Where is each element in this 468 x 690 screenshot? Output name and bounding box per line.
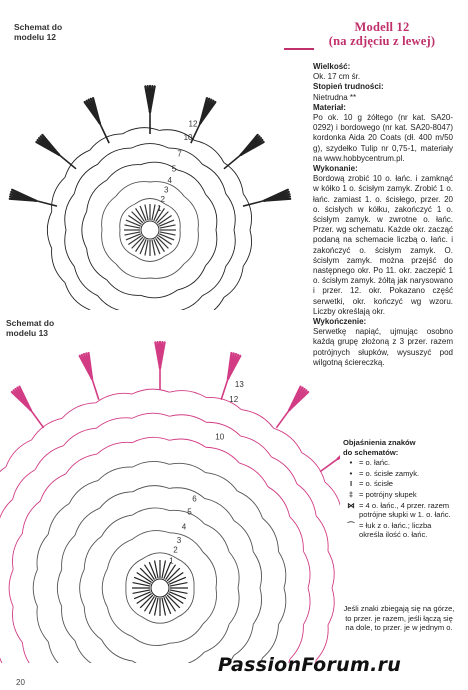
difficulty-text: Nietrudna ** bbox=[313, 92, 357, 102]
chain-arc bbox=[132, 661, 169, 663]
legend-item: ⌒ = łuk z o. łańc.; liczba określa ilość o. łańc. bbox=[343, 521, 455, 540]
round-number: 3 bbox=[176, 535, 182, 545]
round-number: 5 bbox=[171, 164, 177, 174]
chain-arc bbox=[206, 230, 217, 266]
finishing-heading: Wykończenie: bbox=[313, 317, 367, 327]
chain-arc bbox=[66, 454, 97, 474]
chain-arc bbox=[132, 413, 169, 418]
schema-12-label: Schemat do modelu 12 bbox=[14, 22, 63, 42]
chain-arc bbox=[302, 453, 325, 482]
fan-stem bbox=[276, 410, 289, 428]
chain-arc bbox=[32, 418, 62, 440]
difficulty-heading: Stopień trudności: bbox=[313, 82, 384, 92]
chain-arc bbox=[65, 150, 90, 177]
round-number: 12 bbox=[229, 394, 239, 404]
schema-12-diagram bbox=[0, 40, 300, 310]
chain-arc bbox=[203, 588, 217, 624]
chain-arc bbox=[226, 194, 236, 230]
chain-arc bbox=[62, 403, 96, 418]
chain-arc bbox=[57, 570, 61, 607]
chain-arc bbox=[62, 535, 75, 569]
chain-arc bbox=[205, 473, 237, 491]
chain-arc bbox=[169, 148, 203, 164]
chain-arc bbox=[116, 264, 150, 278]
chain-arc bbox=[96, 418, 132, 428]
round-number: 5 bbox=[187, 507, 192, 517]
round-number: 3 bbox=[164, 185, 169, 195]
chain-arc bbox=[184, 196, 198, 230]
chain-arc bbox=[206, 447, 240, 463]
chain-arc bbox=[48, 642, 69, 663]
chain-arc bbox=[132, 437, 169, 442]
chain-arc-icon: ⌒ bbox=[347, 520, 355, 530]
center-ring bbox=[141, 221, 159, 239]
chain-arc bbox=[229, 552, 239, 588]
chain-arc bbox=[37, 534, 48, 569]
chain-arc bbox=[47, 212, 51, 249]
chain-arc bbox=[328, 551, 334, 588]
chain-arc bbox=[169, 463, 205, 472]
instructions bbox=[313, 62, 453, 368]
fan-stem bbox=[221, 379, 228, 400]
chain-arc bbox=[243, 194, 251, 230]
chain-arc bbox=[234, 521, 253, 552]
chain-arc bbox=[169, 652, 204, 663]
chain-arc bbox=[63, 428, 96, 445]
slip-stitch-icon: • bbox=[349, 468, 353, 478]
chain-arc bbox=[253, 552, 261, 588]
chain-arc bbox=[239, 463, 268, 487]
watermark: PassionForum.ru bbox=[218, 654, 402, 676]
chain-arc bbox=[262, 518, 278, 551]
legend-item: ‡ = potrójny słupek bbox=[343, 490, 455, 500]
chain-arc bbox=[13, 470, 36, 500]
chain-arc bbox=[226, 230, 236, 266]
chain-arc bbox=[325, 482, 340, 515]
execution-text: Bordową zrobić 10 o. łańc. i zamknąć w kółko 1 o. ścisłym zamyk. Zrobić 1 o. łańc. zamiast 1. o. ścisłego, przer. 20 o. ścisłych w kółku, zakończyć 1 o. ścisłym zamyk. w zwrotne o. łańc. Przer. wg schematu. Każde okr. zacząć podaną na schemacie liczbą o. łańc. i zakończyć o. ścisłym zamyk. O. ścisłym zamyk. można przejść do następnego okr. Po 11. okr. zaczepić 1 o. ścisłym zamyk. żółtą jak narysowano i przer. 12. okr. Pokazano część serwetki, okr. kończyć wg wzoru. Liczby określają okr. bbox=[313, 174, 453, 316]
fan-stem bbox=[224, 155, 241, 169]
round-number: 4 bbox=[167, 176, 172, 185]
chain-arc bbox=[202, 266, 225, 295]
chain-arc bbox=[328, 588, 334, 625]
chain-arc bbox=[0, 499, 13, 533]
chain-arc bbox=[97, 442, 132, 454]
chain-arc bbox=[135, 256, 165, 262]
chain-arc bbox=[169, 439, 205, 447]
chain-arc bbox=[205, 498, 234, 520]
chain-arc bbox=[297, 484, 316, 516]
chain-arc bbox=[22, 501, 40, 534]
chain-arc bbox=[241, 436, 272, 457]
triple-crochet-icon: ‡ bbox=[348, 489, 354, 499]
chain-arc bbox=[262, 625, 278, 658]
chain-arc bbox=[141, 290, 178, 298]
chain-arc bbox=[132, 636, 170, 645]
chain-arc bbox=[35, 446, 63, 470]
chain-arc bbox=[169, 415, 206, 423]
round-number: 10 bbox=[215, 432, 225, 442]
chain-arc bbox=[132, 531, 170, 540]
chain-arc bbox=[65, 283, 90, 310]
chain-arc bbox=[132, 508, 169, 515]
symbol-legend bbox=[343, 438, 455, 540]
legend-item: • = o. ścisłe zamyk. bbox=[343, 469, 455, 479]
round-number: 13 bbox=[234, 379, 244, 389]
chain-arc bbox=[98, 467, 132, 481]
chain-arc bbox=[65, 230, 75, 266]
single-crochet-icon: I bbox=[349, 479, 353, 489]
round-number: 10 bbox=[183, 132, 193, 142]
chain-arc bbox=[303, 551, 310, 588]
chain-arc bbox=[0, 643, 13, 663]
chain-arc bbox=[75, 641, 100, 663]
chain-arc bbox=[69, 481, 98, 504]
round-number: 12 bbox=[188, 119, 198, 129]
chain-arc bbox=[37, 606, 48, 641]
chain-arc bbox=[98, 296, 132, 310]
chain-arc bbox=[65, 194, 75, 230]
execution-heading: Wykonanie: bbox=[313, 164, 358, 174]
legend-item: I = o. ścisłe bbox=[343, 479, 455, 489]
round-number: 2 bbox=[173, 545, 178, 555]
chain-arc bbox=[169, 391, 206, 398]
chain-arc bbox=[22, 642, 40, 663]
chain-arc bbox=[132, 461, 169, 467]
fan-stem bbox=[243, 201, 264, 206]
legend-item: • = o. łańc. bbox=[343, 458, 455, 468]
chain-arc bbox=[107, 540, 132, 569]
chain-arc bbox=[224, 266, 243, 297]
chain-arc bbox=[52, 248, 65, 282]
chain-arc bbox=[206, 194, 217, 230]
chain-arc bbox=[290, 517, 304, 551]
chain-arc bbox=[316, 516, 328, 551]
center-ring bbox=[151, 579, 169, 597]
cluster-icon: ⋈ bbox=[347, 500, 355, 510]
chain-arc bbox=[102, 640, 133, 661]
chain-arc bbox=[102, 515, 133, 536]
chain-arc bbox=[303, 588, 310, 625]
chain-arc bbox=[237, 491, 262, 518]
material-heading: Materiał: bbox=[313, 102, 346, 112]
chain-arc bbox=[204, 624, 229, 652]
chain-arc bbox=[278, 551, 285, 588]
chain-arc bbox=[74, 164, 97, 193]
chain-arc bbox=[100, 492, 133, 508]
chain-arc bbox=[241, 410, 273, 429]
chain-arc bbox=[33, 570, 37, 607]
chain-stitch-icon: • bbox=[349, 458, 353, 468]
page-number: 20 bbox=[16, 678, 25, 687]
chain-arc bbox=[107, 280, 141, 296]
legend-title: Objaśnienia znaków bbox=[343, 438, 416, 447]
chain-arc bbox=[150, 264, 184, 278]
chain-arc bbox=[0, 467, 6, 498]
chain-arc bbox=[40, 474, 65, 501]
fan-stem bbox=[36, 201, 57, 206]
chain-arc bbox=[12, 534, 22, 570]
round-number: 1 bbox=[169, 556, 174, 566]
round-number: 1 bbox=[157, 204, 162, 214]
chain-arc bbox=[274, 428, 302, 452]
schema-13-label: Schemat do modelu 13 bbox=[6, 318, 55, 338]
chain-arc bbox=[74, 266, 97, 295]
chain-arc bbox=[98, 148, 132, 164]
chain-arc bbox=[102, 569, 107, 607]
chain-arc bbox=[131, 144, 168, 149]
chain-arc bbox=[96, 393, 132, 402]
chain-arc bbox=[84, 536, 101, 569]
size-text: Ok. 17 cm śr. bbox=[313, 72, 361, 82]
chain-arc bbox=[82, 211, 87, 248]
chain-arc bbox=[184, 230, 198, 264]
chain-arc bbox=[62, 606, 75, 640]
chain-arc bbox=[80, 569, 85, 606]
chain-arc bbox=[75, 508, 100, 535]
round-number: 7 bbox=[177, 149, 182, 159]
chain-arc bbox=[177, 266, 205, 290]
chain-arc bbox=[132, 389, 169, 394]
material-text: Po ok. 10 g żółtego (nr kat. SA20-0292) i bordowego (nr kat. SA20-8047) kordonka Aida 20 Coats (dł. 400 m/50 g), szydełko Tulip nr 0,75-1, materiały na www.hobbycentrum.pl. bbox=[313, 113, 453, 163]
legend-item: ⋈ = 4 o. łańc., 4 przer. razem potrójne słupki w 1. o. łańc. bbox=[343, 501, 455, 520]
chain-arc bbox=[84, 607, 101, 640]
chain-arc bbox=[170, 624, 203, 643]
legend-subtitle: do schematów: bbox=[343, 447, 399, 457]
chain-arc bbox=[271, 457, 297, 484]
chain-arc bbox=[253, 588, 261, 624]
chain-arc bbox=[6, 440, 32, 467]
chain-arc bbox=[102, 230, 116, 264]
chain-arc bbox=[107, 607, 132, 636]
fan-stem bbox=[31, 410, 44, 428]
chain-arc bbox=[123, 128, 160, 134]
chain-arc bbox=[278, 588, 285, 625]
chain-arc bbox=[243, 230, 251, 266]
chain-arc bbox=[204, 524, 229, 552]
chain-arc bbox=[48, 504, 69, 535]
chain-arc bbox=[87, 180, 107, 211]
chain-arc bbox=[52, 177, 65, 211]
chain-arc bbox=[133, 486, 170, 492]
chain-arc bbox=[177, 170, 205, 194]
chain-arc bbox=[229, 588, 239, 624]
chain-arc bbox=[234, 624, 253, 655]
chain-arc bbox=[87, 249, 107, 280]
chain-arc bbox=[268, 487, 290, 517]
schema-13-diagram bbox=[0, 318, 340, 663]
round-number: 4 bbox=[181, 522, 187, 532]
chain-arc bbox=[9, 569, 13, 606]
chain-arc bbox=[116, 182, 150, 196]
chain-arc bbox=[195, 140, 224, 162]
fan-stem bbox=[320, 459, 338, 472]
round-number: 2 bbox=[160, 194, 165, 204]
chain-arc bbox=[203, 552, 217, 588]
chain-arc bbox=[169, 488, 204, 499]
title-rule bbox=[284, 48, 314, 50]
fan-stem bbox=[92, 379, 99, 400]
finishing-text: Serwetkę napiąć, ujmując osobno każdą grupę złożoną z 3 przer. razem potrójnych słupków, wysuszyć pod wilgotną ściereczką. bbox=[313, 327, 453, 367]
chain-arc bbox=[107, 165, 141, 181]
chain-arc bbox=[169, 296, 203, 310]
round-number: 6 bbox=[192, 494, 197, 504]
chain-arc bbox=[143, 617, 177, 623]
chain-arc bbox=[102, 196, 116, 230]
size-heading: Wielkość: bbox=[313, 62, 351, 71]
pattern-title: Modell 12 (na zdjęciu z lewej) bbox=[328, 20, 436, 48]
chain-arc bbox=[12, 607, 22, 643]
chain-arc bbox=[202, 164, 225, 193]
legend-note: Jeśli znaki zbiegają się na górze, to przer. je razem, jeśli łączą się na dole, to przer. je w jednym o. bbox=[343, 604, 455, 633]
